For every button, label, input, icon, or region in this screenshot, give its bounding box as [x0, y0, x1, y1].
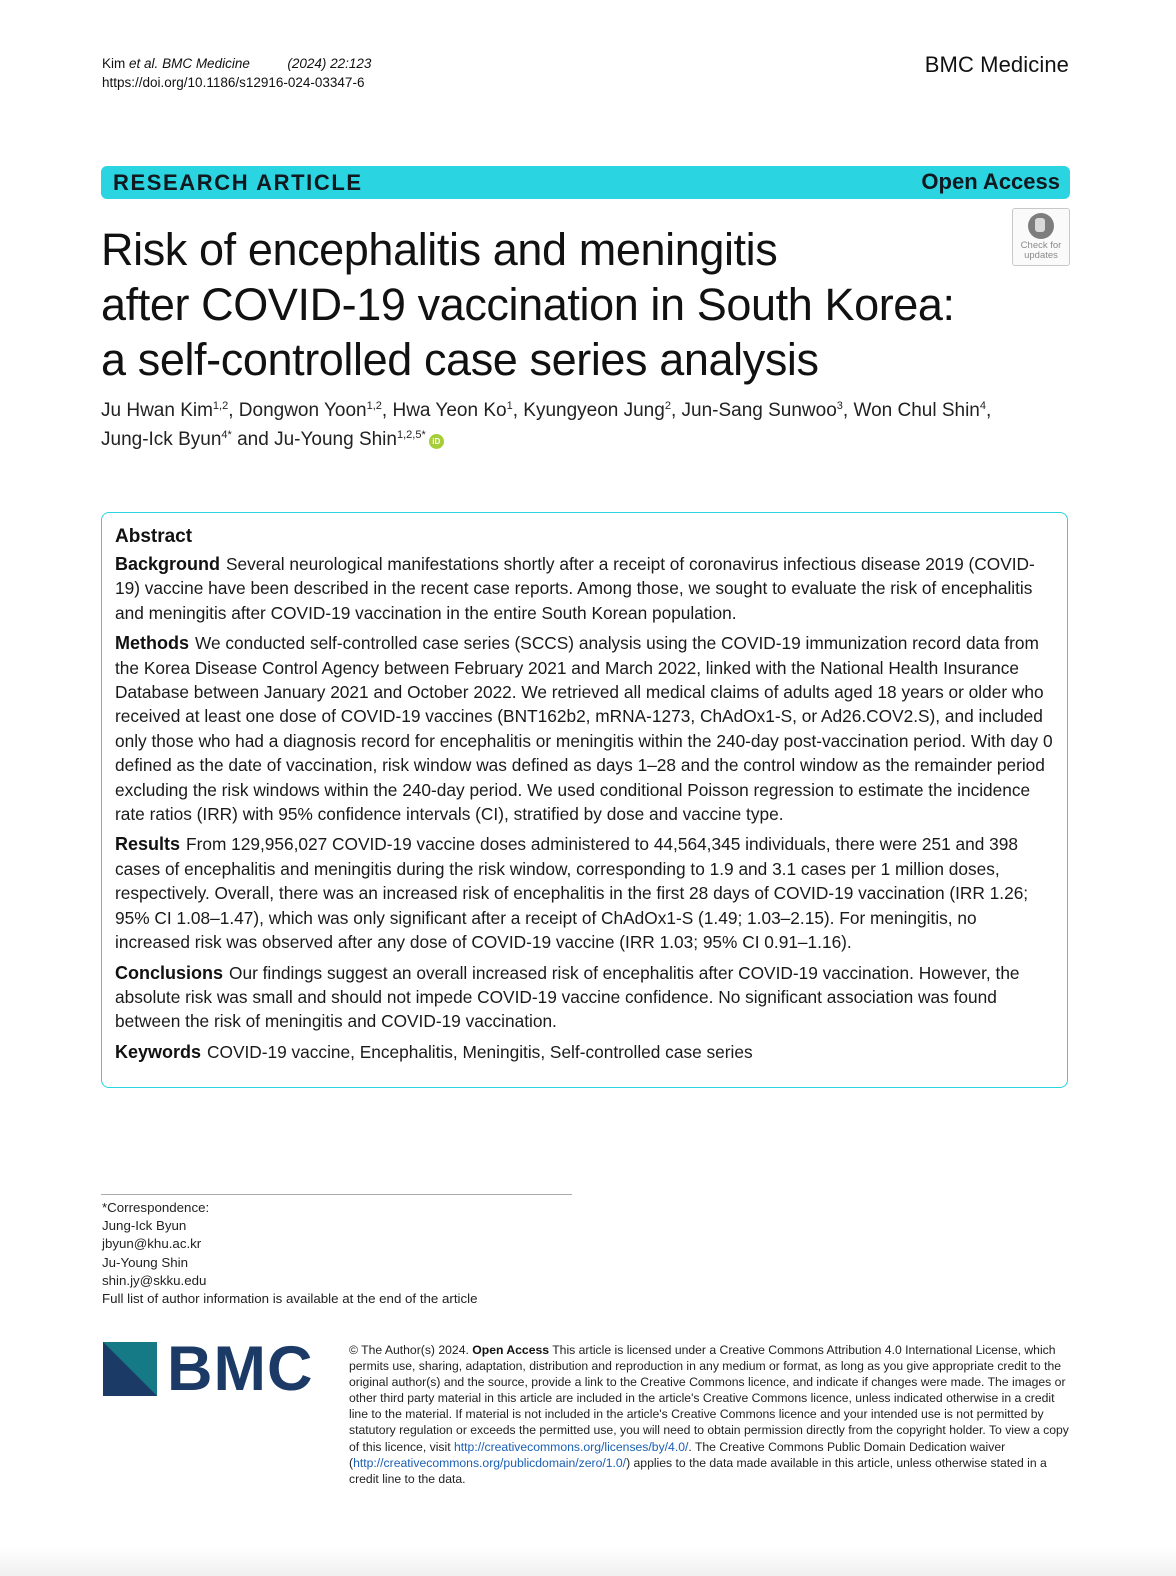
correspondence [102, 1199, 477, 1308]
check-for-updates-button[interactable] [1012, 208, 1070, 266]
author-info-note: Full list of author information is available at the end of the article [102, 1291, 478, 1307]
journal-name: BMC Medicine [924, 52, 1069, 77]
check-updates-line1: Check for [1020, 240, 1062, 251]
title-line-2: after COVID-19 vaccination in South Korea: [101, 279, 955, 330]
abstract-conclusions: Conclusions Our findings suggest an overall increased risk of encephalitis after COVID-19 vaccination. However, the absolute risk was small and should not impede COVID-19 vaccine confidence. No significant association was found between the risk of meningitis and COVID-19 vaccination. [115, 962, 1020, 1032]
abstract-heading: Abstract [115, 526, 193, 547]
correspondence-email[interactable]: shin.jy@skku.edu [102, 1272, 207, 1288]
author-list: Ju Hwan Kim$^{1,2}$, Dongwon Yoon$^{1,2}$, Hwa Yeon Ko$^1$, Kyungyeon Jung$^2$, Jun-Sang Sunwoo$^3$, Won Chul Shin$^4$, Jung-Ick Byun$^{4*}$ and Ju-Young Shin$^{1,2,5*}$iD [101, 400, 992, 450]
license-open-access: Open Access [472, 1343, 550, 1357]
citation-journal: BMC Medicine [162, 56, 250, 71]
footnote-divider [101, 1194, 572, 1195]
open-access-label: Open Access [921, 169, 1060, 194]
citation-author: Kim [102, 56, 126, 71]
author[interactable]: Ju-Young Shin$^{1,2,5*}$ [274, 429, 426, 450]
abstract-background: Background Several neurological manifestations shortly after a receipt of coronavirus infectious disease 2019 (COVID-19) vaccine have been described in the recent case reports. Among those, we sought to evaluate the risk of encephalitis and meningitis after COVID-19 vaccination in the entire South Korean population. [115, 554, 1035, 623]
author[interactable]: Kyungyeon Jung$^2$ [523, 400, 671, 421]
citation-volume: (2024) 22:123 [287, 56, 372, 71]
bmc-logo [103, 1334, 323, 1404]
abstract-methods: Methods We conducted self-controlled case series (SCCS) analysis using the COVID-19 immunization record data from the Korea Disease Control Agency between February 2021 and March 2022, linked with the National Health Insurance Database between January 2021 and October 2022. We retrieved all medical claims of adults aged 18 years or older who received at least one dose of COVID-19 vaccines (BNT162b2, mRNA-1273, ChAdOx1-S, or Ad26.COV2.S), and included only those who had a diagnosis record for encephalitis or meningitis within the 240-day post-vaccination period. With day 0 defined as the date of vaccination, risk window was defined as days 1–28 and the control window as the remainder period excluding the risk windows within the 240-day period. We used conditional Poisson regression to estimate the incidence rate ratios (IRR) with 95% confidence intervals (CI), stratified by dose and vaccine type. [115, 633, 1053, 825]
abstract-box [101, 512, 1068, 1088]
author[interactable]: Won Chul Shin$^4$ [853, 400, 986, 421]
bmc-logo-text: BMC [167, 1334, 314, 1404]
license-statement: © The Author(s) 2024. Open Access This article is licensed under a Creative Commons Attribution 4.0 International License, which permits use, sharing, adaptation, distribution and reproduction in any medium or format, as long as you give appropriate credit to the original author(s) and the source, provide a link to the Creative Commons licence, and indicate if changes were made. The images or other third party material in this article are included in the article's Creative Commons licence, unless indicated otherwise in a credit line to the material. If material is not included in the article's Creative Commons licence and your intended use is not permitted by statutory regulation or exceeds the permitted use, you will need to obtain permission directly from the copyright holder. To view a copy of this licence, visit http://creativecommons.org/licenses/by/4.0/. The Creative Commons Public Domain Dedication waiver (http://creativecommons.org/publicdomain/zero/1.0/) applies to the data made available in this article, unless otherwise stated in a credit line to the data. [349, 1343, 1069, 1486]
author[interactable]: Dongwon Yoon$^{1,2}$ [238, 400, 382, 421]
author[interactable]: Hwa Yeon Ko$^1$ [392, 400, 513, 421]
title-line-1: Risk of encephalitis and meningitis [101, 224, 778, 275]
bookmark-icon [1028, 213, 1054, 239]
correspondence-email[interactable]: jbyun@khu.ac.kr [102, 1236, 202, 1252]
author[interactable]: Jun-Sang Sunwoo$^3$ [681, 400, 843, 421]
article-title [101, 222, 1001, 387]
article-type-banner [101, 166, 1070, 199]
orcid-icon[interactable]: iD [429, 434, 444, 449]
citation-etal: et al. [129, 56, 159, 71]
correspondence-name: Jung-Ick Byun [102, 1218, 187, 1234]
check-updates-line2: updates [1024, 250, 1058, 261]
author[interactable]: Jung-Ick Byun$^{4*}$ [101, 429, 232, 450]
correspondence-name: Ju-Young Shin [102, 1254, 189, 1270]
abstract-results: Results From 129,956,027 COVID-19 vaccine doses administered to 44,564,345 individuals, there were 251 and 398 cases of encephalitis and meningitis during the risk window, corresponding to 1.9 and 3.1 cases per 1 million doses, respectively. Overall, there was an increased risk of encephalitis in the first 28 days of COVID-19 vaccination (IRR 1.26; 95% CI 1.08–1.47), which was only significant after a receipt of ChAdOx1-S (1.49; 1.03–2.15). For meningitis, no increased risk was observed after any dose of COVID-19 vaccine (IRR 1.03; 95% CI 0.91–1.16). [115, 834, 1029, 953]
cc-by-link[interactable]: http://creativecommons.org/licenses/by/4.0/ [454, 1439, 689, 1454]
author[interactable]: Ju Hwan Kim$^{1,2}$ [101, 400, 229, 421]
page-bottom-edge [0, 1546, 1176, 1576]
abstract-keywords: Keywords COVID-19 vaccine, Encephalitis, Meningitis, Self-controlled case series [115, 1041, 753, 1062]
article-type-label: RESEARCH ARTICLE [113, 170, 363, 195]
correspondence-heading: *Correspondence: [102, 1200, 210, 1215]
cc0-link[interactable]: http://creativecommons.org/publicdomain/zero/1.0/ [353, 1455, 627, 1470]
title-line-3: a self-controlled case series analysis [101, 334, 819, 385]
doi-link[interactable]: https://doi.org/10.1186/s12916-024-03347-6 [102, 75, 365, 90]
running-header [102, 54, 371, 92]
bmc-logo-mark-icon [103, 1342, 157, 1396]
